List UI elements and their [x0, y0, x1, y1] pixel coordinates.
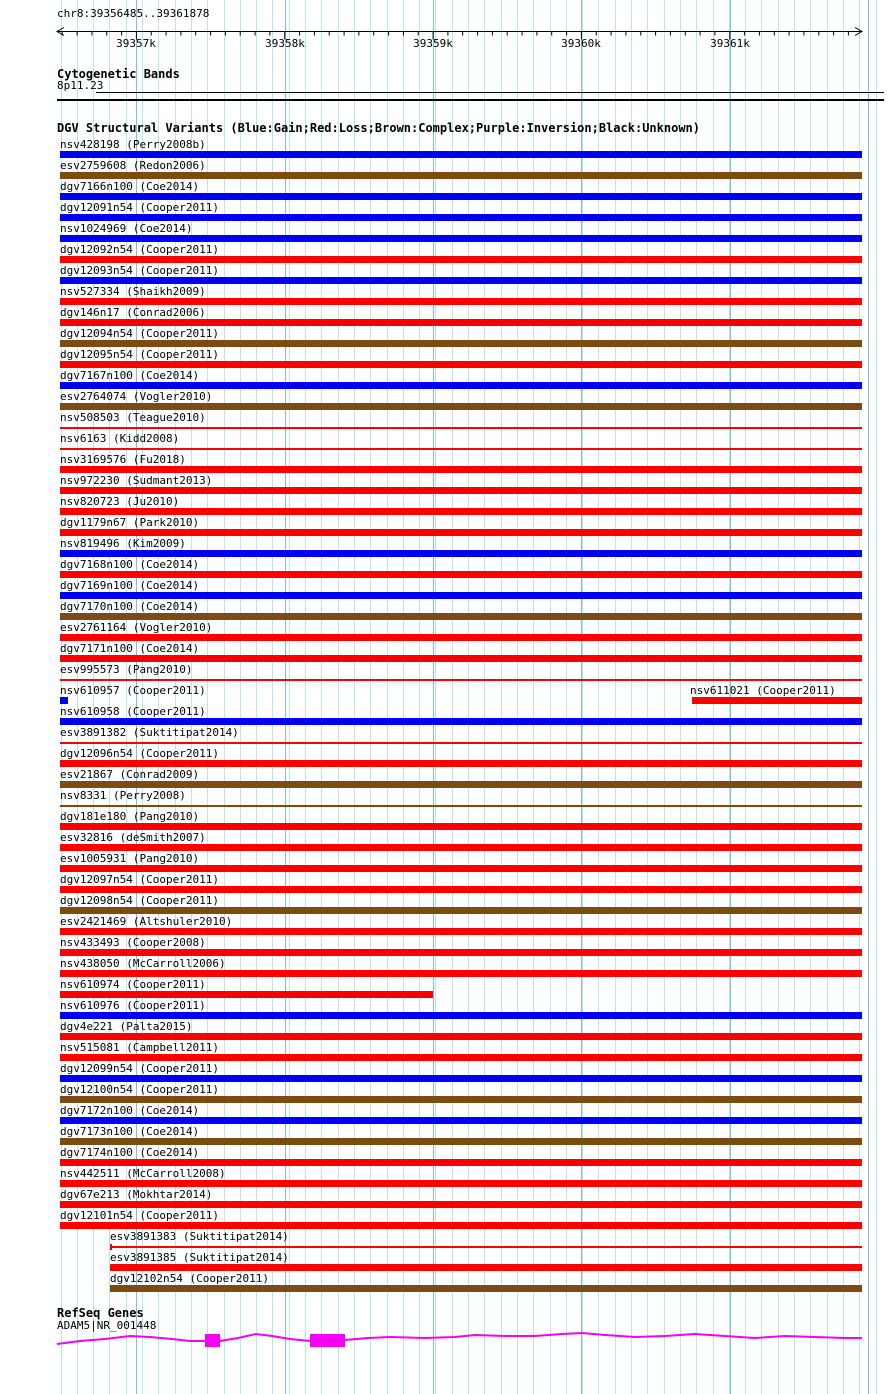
- variant-label[interactable]: nsv610958 (Cooper2011): [60, 705, 206, 718]
- variant-label[interactable]: dgv12091n54 (Cooper2011): [60, 201, 219, 214]
- ruler-tick-label: 39360k: [561, 37, 601, 50]
- variant-label[interactable]: dgv7171n100 (Coe2014): [60, 642, 200, 655]
- variant-label[interactable]: nsv8331 (Perry2008): [60, 789, 186, 802]
- refseq-track-title: RefSeq Genes: [57, 1306, 144, 1320]
- gene-exon-box[interactable]: [310, 1334, 345, 1347]
- variant-label[interactable]: nsv428198 (Perry2008b): [60, 138, 206, 151]
- variant-label[interactable]: nsv610976 (Cooper2011): [60, 999, 206, 1012]
- variant-label[interactable]: dgv7169n100 (Coe2014): [60, 579, 200, 592]
- variant-label[interactable]: esv2759608 (Redon2006): [60, 159, 206, 172]
- variant-label[interactable]: esv2764074 (Vogler2010): [60, 390, 213, 403]
- variant-label[interactable]: dgv181e180 (Pang2010): [60, 810, 200, 823]
- variant-label[interactable]: dgv12096n54 (Cooper2011): [60, 747, 219, 760]
- variant-label[interactable]: esv3891383 (Suktitipat2014): [110, 1230, 289, 1243]
- variant-label[interactable]: dgv12094n54 (Cooper2011): [60, 327, 219, 340]
- variant-label[interactable]: dgv12100n54 (Cooper2011): [60, 1083, 219, 1096]
- region-title: chr8:39356485..39361878: [57, 7, 210, 20]
- variant-label[interactable]: esv995573 (Pang2010): [60, 663, 193, 676]
- variant-label[interactable]: dgv7168n100 (Coe2014): [60, 558, 200, 571]
- variant-label[interactable]: nsv819496 (Kim2009): [60, 537, 186, 550]
- variant-label[interactable]: nsv610974 (Cooper2011): [60, 978, 206, 991]
- variant-label[interactable]: dgv12093n54 (Cooper2011): [60, 264, 219, 277]
- gene-exon-box[interactable]: [205, 1334, 220, 1347]
- ruler-tick-label: 39358k: [265, 37, 305, 50]
- variant-label[interactable]: dgv12102n54 (Cooper2011): [110, 1272, 269, 1285]
- ruler-tick-label: 39359k: [413, 37, 453, 50]
- dgv-track-title: DGV Structural Variants (Blue:Gain;Red:Loss;Brown:Complex;Purple:Inversion;Black:Unknown): [57, 121, 700, 135]
- variant-label[interactable]: dgv4e221 (Palta2015): [60, 1020, 193, 1033]
- variant-label[interactable]: nsv442511 (McCarroll2008): [60, 1167, 226, 1180]
- variant-label[interactable]: esv2421469 (Altshuler2010): [60, 915, 233, 928]
- variant-label[interactable]: dgv67e213 (Mokhtar2014): [60, 1188, 213, 1201]
- variant-label[interactable]: esv3891385 (Suktitipat2014): [110, 1251, 289, 1264]
- variant-label[interactable]: esv21867 (Conrad2009): [60, 768, 200, 781]
- variant-label[interactable]: dgv7170n100 (Coe2014): [60, 600, 200, 613]
- variant-label[interactable]: dgv12097n54 (Cooper2011): [60, 873, 219, 886]
- variant-label[interactable]: nsv820723 (Ju2010): [60, 495, 180, 508]
- gene-intron-line[interactable]: [57, 1333, 862, 1344]
- variant-label[interactable]: nsv6163 (Kidd2008): [60, 432, 180, 445]
- variant-label[interactable]: dgv12095n54 (Cooper2011): [60, 348, 219, 361]
- cytoband-label: 8p11.23: [57, 79, 104, 92]
- ruler-tick-label: 39357k: [116, 37, 156, 50]
- variant-label[interactable]: nsv527334 (Shaikh2009): [60, 285, 206, 298]
- variant-label[interactable]: nsv3169576 (Fu2018): [60, 453, 186, 466]
- variant-label[interactable]: nsv515081 (Campbell2011): [60, 1041, 219, 1054]
- variant-label[interactable]: nsv508503 (Teague2010): [60, 411, 206, 424]
- variant-label[interactable]: dgv12092n54 (Cooper2011): [60, 243, 219, 256]
- variant-label[interactable]: nsv438050 (McCarroll2006): [60, 957, 226, 970]
- variant-label[interactable]: nsv972230 (Sudmant2013): [60, 474, 213, 487]
- variant-label[interactable]: dgv12099n54 (Cooper2011): [60, 1062, 219, 1075]
- variant-label[interactable]: esv32816 (deSmith2007): [60, 831, 206, 844]
- variant-label[interactable]: nsv611021 (Cooper2011): [690, 684, 836, 697]
- variant-label[interactable]: dgv12101n54 (Cooper2011): [60, 1209, 219, 1222]
- variant-label[interactable]: dgv7172n100 (Coe2014): [60, 1104, 200, 1117]
- variant-label[interactable]: nsv610957 (Cooper2011): [60, 684, 206, 697]
- cytoband-track-title: Cytogenetic Bands: [57, 67, 180, 81]
- variant-label[interactable]: esv1005931 (Pang2010): [60, 852, 200, 865]
- variant-label[interactable]: dgv7174n100 (Coe2014): [60, 1146, 200, 1159]
- variant-label[interactable]: esv2761164 (Vogler2010): [60, 621, 213, 634]
- variant-label[interactable]: dgv7173n100 (Coe2014): [60, 1125, 200, 1138]
- variant-label[interactable]: nsv433493 (Cooper2008): [60, 936, 206, 949]
- variant-label[interactable]: dgv7166n100 (Coe2014): [60, 180, 200, 193]
- gene-name: ADAM5|NR_001448: [57, 1319, 157, 1332]
- variant-label[interactable]: dgv7167n100 (Coe2014): [60, 369, 200, 382]
- variant-label[interactable]: esv3891382 (Suktitipat2014): [60, 726, 239, 739]
- variant-label[interactable]: dgv12098n54 (Cooper2011): [60, 894, 219, 907]
- ruler-tick-label: 39361k: [710, 37, 750, 50]
- variant-label[interactable]: dgv146n17 (Conrad2006): [60, 306, 206, 319]
- variant-label[interactable]: dgv1179n67 (Park2010): [60, 516, 200, 529]
- variant-label[interactable]: nsv1024969 (Coe2014): [60, 222, 193, 235]
